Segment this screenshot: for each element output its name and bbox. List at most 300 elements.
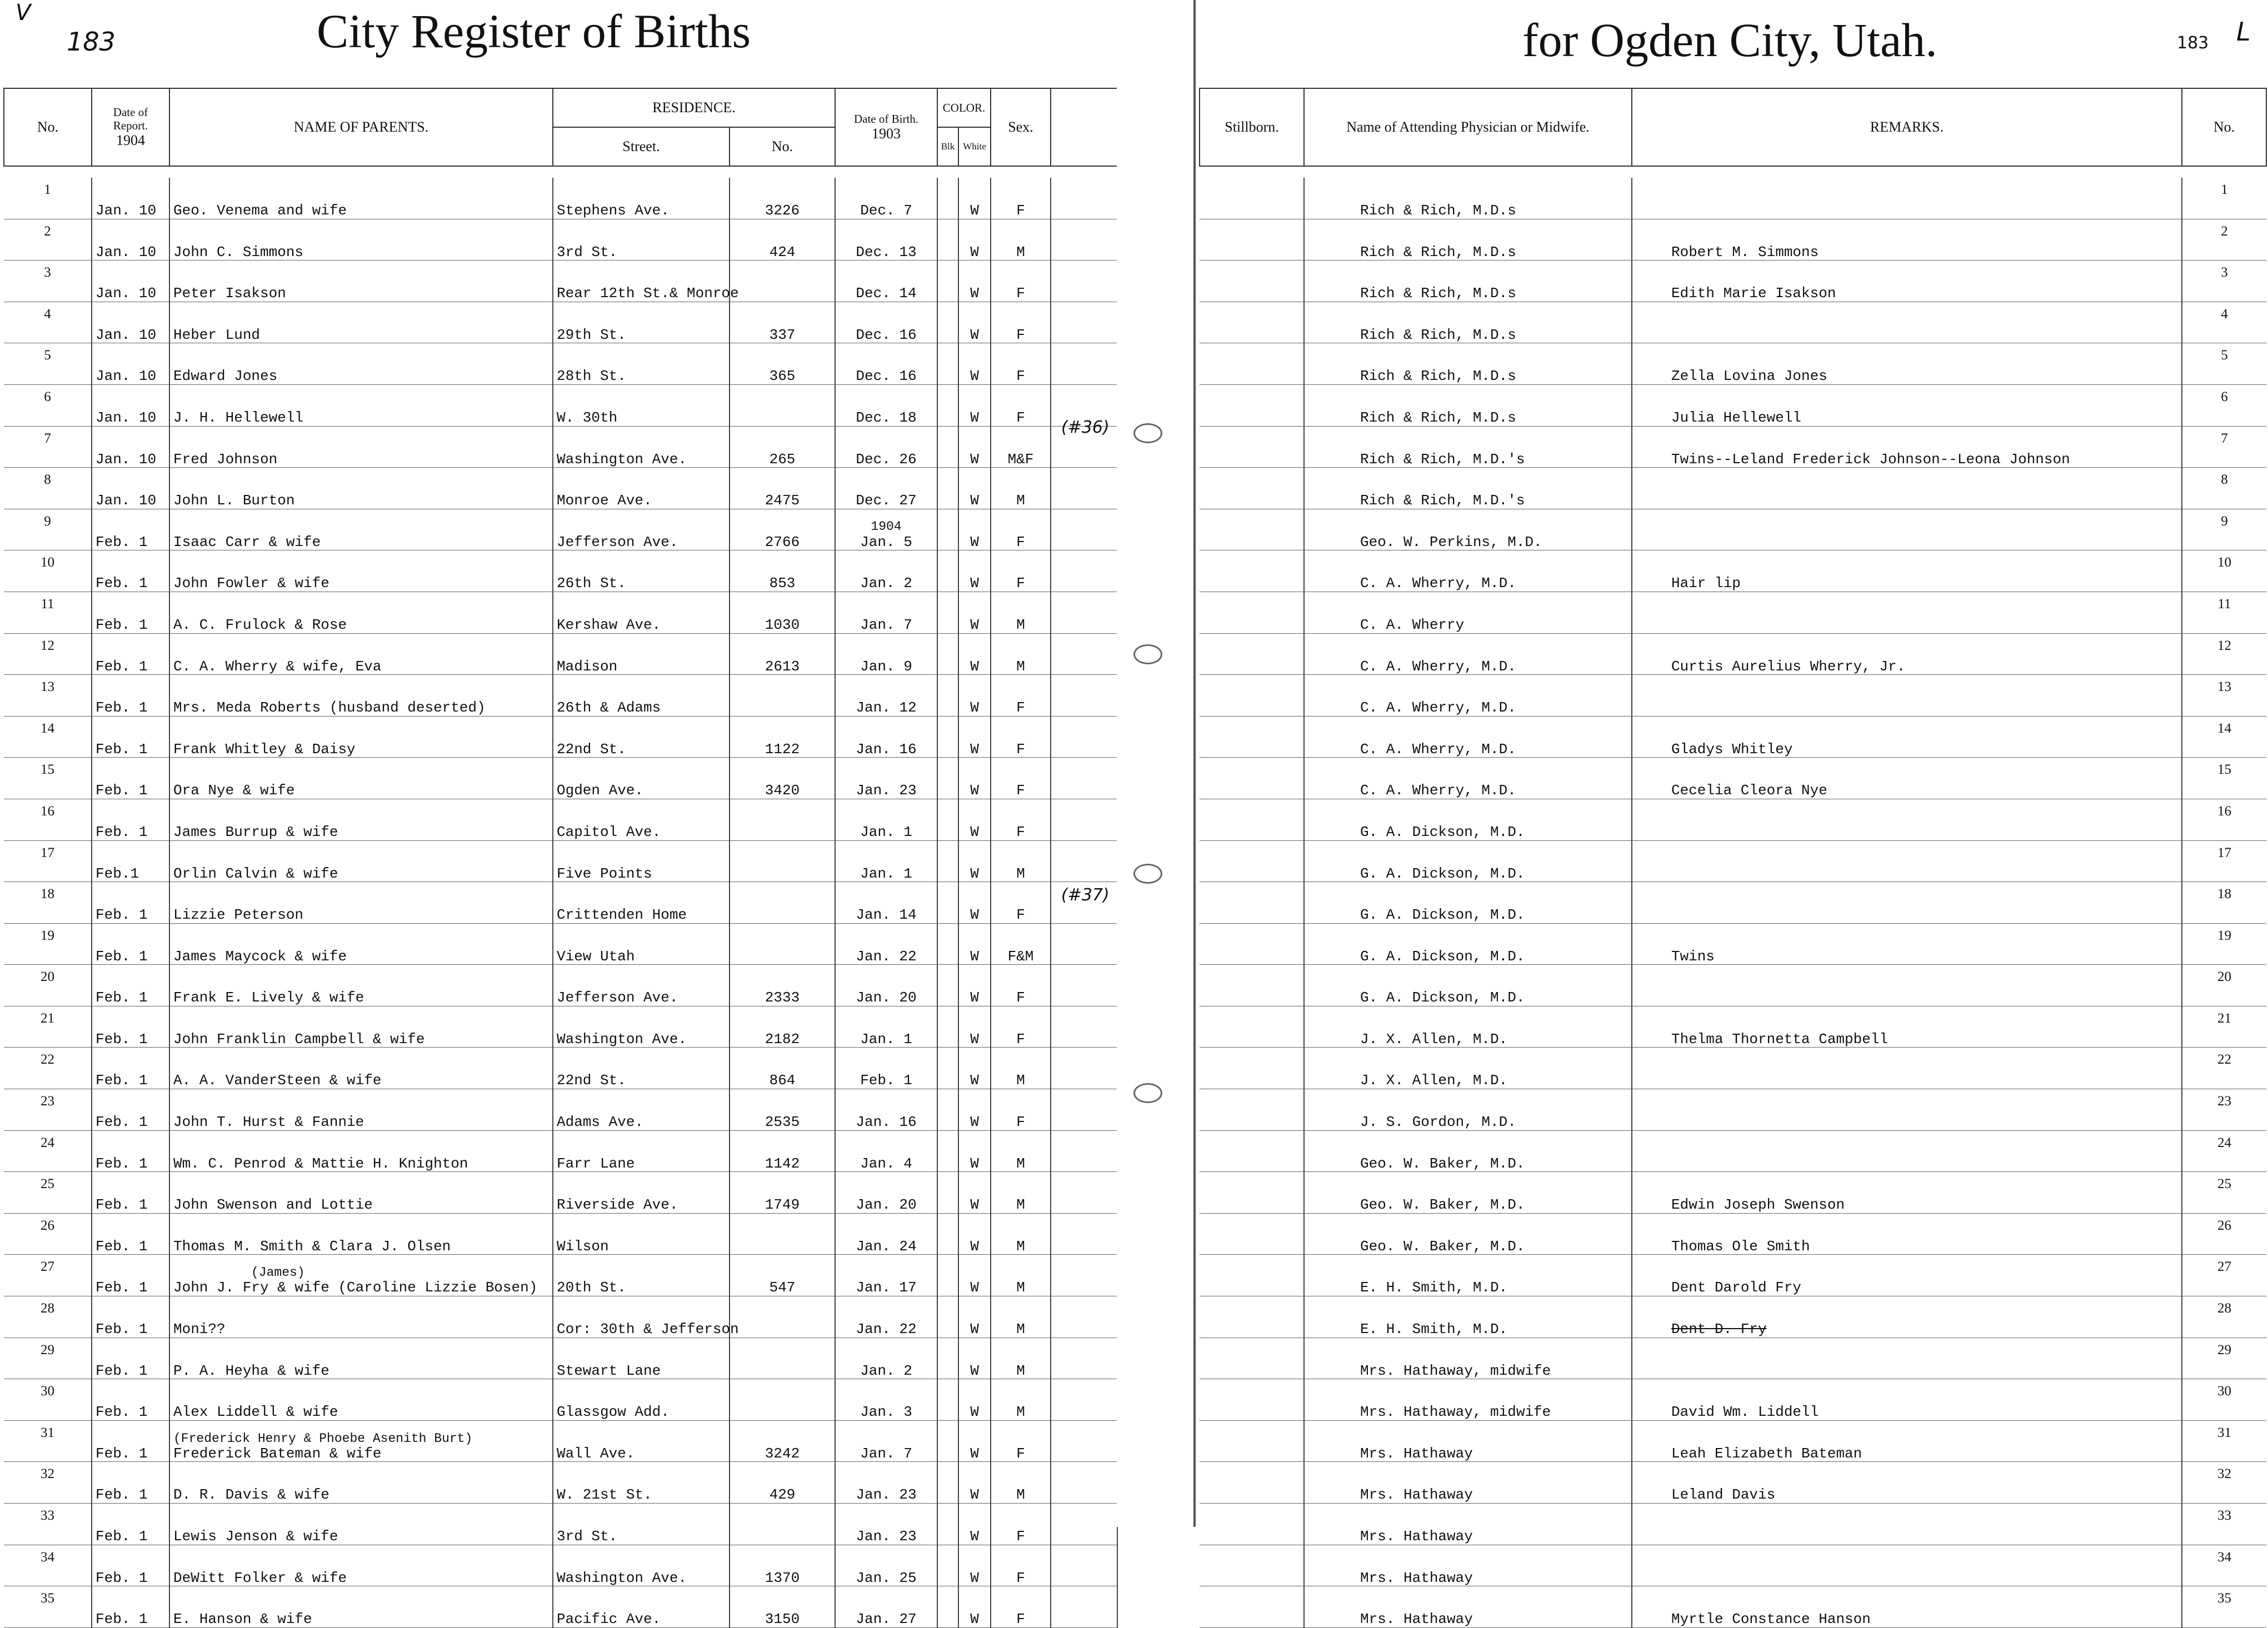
- residence-number: 337: [730, 302, 835, 343]
- parents-name: DeWitt Folker & wife: [169, 1545, 553, 1586]
- color-blk: [937, 1379, 958, 1421]
- stillborn-cell: [1200, 1255, 1304, 1296]
- remarks-text: David Wm. Liddell: [1632, 1379, 2182, 1421]
- table-row: [1200, 1255, 2266, 1296]
- report-date: Jan. 10: [92, 178, 169, 219]
- color-blk: [937, 840, 958, 882]
- physician-name: Rich & Rich, M.D.s: [1304, 178, 1632, 219]
- residence-number: [730, 1504, 835, 1545]
- residence-street: 22nd St.: [553, 1048, 730, 1089]
- residence-street: Five Points: [553, 840, 730, 882]
- row-number-right: 26: [2182, 1213, 2266, 1255]
- sex-value: F: [991, 1420, 1051, 1462]
- remarks-text: [1632, 965, 2182, 1006]
- physician-name: C. A. Wherry, M.D.: [1304, 633, 1632, 675]
- blank-cell: [1051, 633, 1117, 675]
- color-blk: [937, 550, 958, 592]
- report-date: Feb. 1: [92, 675, 169, 717]
- physician-name: Mrs. Hathaway, midwife: [1304, 1338, 1632, 1379]
- birth-date: Dec. 7: [835, 178, 937, 219]
- residence-number: 2613: [730, 633, 835, 675]
- color-blk: [937, 799, 958, 840]
- page-gutter: [1117, 0, 1197, 1527]
- color-white: W: [958, 468, 991, 509]
- birth-date: Dec. 14: [835, 261, 937, 302]
- remarks-text: [1632, 509, 2182, 550]
- residence-street: Washington Ave.: [553, 1006, 730, 1048]
- parents-name-text: Frederick Bateman & wife: [173, 1445, 382, 1462]
- table-row: [4, 799, 1117, 840]
- book-spine: [1193, 0, 1196, 1527]
- color-blk: [937, 675, 958, 717]
- report-date: Feb. 1: [92, 1130, 169, 1172]
- color-blk: [937, 1006, 958, 1048]
- row-number: 19: [4, 923, 92, 965]
- table-row: [4, 550, 1117, 592]
- report-date: Feb. 1: [92, 1213, 169, 1255]
- binder-ring-1: [1133, 423, 1162, 443]
- table-row: [1200, 468, 2266, 509]
- report-date: Feb. 1: [92, 965, 169, 1006]
- table-row: [1200, 592, 2266, 633]
- report-date: Feb. 1: [92, 1420, 169, 1462]
- table-row: [4, 716, 1117, 758]
- color-white: W: [958, 1089, 991, 1131]
- stillborn-cell: [1200, 882, 1304, 924]
- remarks-text: Julia Hellewell: [1632, 384, 2182, 426]
- table-row: [4, 343, 1117, 385]
- blank-cell: [1051, 799, 1117, 840]
- sex-value: F: [991, 1586, 1051, 1628]
- color-blk: [937, 633, 958, 675]
- row-number-right: 33: [2182, 1504, 2266, 1545]
- stillborn-cell: [1200, 219, 1304, 261]
- residence-number: [730, 1338, 835, 1379]
- remarks-text: [1632, 1130, 2182, 1172]
- color-white: W: [958, 343, 991, 385]
- color-white: W: [958, 965, 991, 1006]
- color-white: W: [958, 923, 991, 965]
- remarks-text: Twins: [1632, 923, 2182, 965]
- table-row: [4, 178, 1117, 219]
- remarks-text: Gladys Whitley: [1632, 716, 2182, 758]
- color-blk: [937, 923, 958, 965]
- table-row: [1200, 1130, 2266, 1172]
- row-number-right: 30: [2182, 1379, 2266, 1421]
- stillborn-cell: [1200, 509, 1304, 550]
- residence-number: 1122: [730, 716, 835, 758]
- color-white: W: [958, 675, 991, 717]
- stillborn-cell: [1200, 1006, 1304, 1048]
- color-white: W: [958, 1462, 991, 1504]
- parents-name: Fred Johnson: [169, 426, 553, 468]
- residence-number: [730, 1379, 835, 1421]
- blank-cell: [1051, 592, 1117, 633]
- stillborn-cell: [1200, 261, 1304, 302]
- col-color-header: COLOR.: [937, 88, 991, 127]
- report-date: Jan. 10: [92, 261, 169, 302]
- parents-name: D. R. Davis & wife: [169, 1462, 553, 1504]
- residence-number: [730, 923, 835, 965]
- table-row: [4, 1172, 1117, 1214]
- stillborn-cell: [1200, 384, 1304, 426]
- birth-date: Feb. 1: [835, 1048, 937, 1089]
- physician-name: Rich & Rich, M.D.s: [1304, 261, 1632, 302]
- col-white-header: White: [958, 127, 991, 166]
- row-number: 1: [4, 178, 92, 219]
- residence-number: [730, 675, 835, 717]
- binder-ring-3: [1133, 864, 1162, 884]
- color-blk: [937, 1462, 958, 1504]
- physician-name: C. A. Wherry, M.D.: [1304, 550, 1632, 592]
- page-number-right: 183: [2177, 33, 2209, 53]
- row-number-right: 21: [2182, 1006, 2266, 1048]
- color-blk: [937, 1255, 958, 1296]
- row-number: 33: [4, 1504, 92, 1545]
- blank-cell: [1051, 1379, 1117, 1421]
- row-number: 35: [4, 1586, 92, 1628]
- sex-value: F: [991, 384, 1051, 426]
- residence-number: 853: [730, 550, 835, 592]
- row-number: 7: [4, 426, 92, 468]
- color-blk: [937, 302, 958, 343]
- residence-number: 2766: [730, 509, 835, 550]
- blank-cell: [1051, 675, 1117, 717]
- birth-date: Dec. 27: [835, 468, 937, 509]
- row-number-right: 32: [2182, 1462, 2266, 1504]
- table-row: [1200, 633, 2266, 675]
- residence-number: 3226: [730, 178, 835, 219]
- color-white: W: [958, 550, 991, 592]
- table-row: [4, 426, 1117, 468]
- birth-date: Jan. 22: [835, 923, 937, 965]
- stillborn-cell: [1200, 426, 1304, 468]
- residence-street: W. 21st St.: [553, 1462, 730, 1504]
- residence-street: Wall Ave.: [553, 1420, 730, 1462]
- residence-number: [730, 882, 835, 924]
- table-row: [1200, 716, 2266, 758]
- row-number-right: 23: [2182, 1089, 2266, 1131]
- table-row: [1200, 799, 2266, 840]
- remarks-text: [1632, 468, 2182, 509]
- residence-street: Riverside Ave.: [553, 1172, 730, 1214]
- birth-date: Dec. 18: [835, 384, 937, 426]
- color-blk: [937, 1586, 958, 1628]
- stillborn-cell: [1200, 758, 1304, 799]
- table-row: [4, 592, 1117, 633]
- residence-street: Washington Ave.: [553, 1545, 730, 1586]
- table-row: [1200, 1420, 2266, 1462]
- blank-cell: [1051, 1296, 1117, 1338]
- header-spacer: [4, 166, 1117, 178]
- table-row: [4, 1338, 1117, 1379]
- birth-date: Jan. 3: [835, 1379, 937, 1421]
- parents-name: Isaac Carr & wife: [169, 509, 553, 550]
- color-blk: [937, 965, 958, 1006]
- report-date: Feb. 1: [92, 1296, 169, 1338]
- residence-number: 1142: [730, 1130, 835, 1172]
- physician-name: Rich & Rich, M.D.'s: [1304, 468, 1632, 509]
- table-row: [1200, 882, 2266, 924]
- sex-value: F: [991, 799, 1051, 840]
- remarks-text: Dent Darold Fry: [1632, 1255, 2182, 1296]
- birth-year-note: 1904: [871, 519, 902, 534]
- remarks-text: Thomas Ole Smith: [1632, 1213, 2182, 1255]
- parents-name: Frank Whitley & Daisy: [169, 716, 553, 758]
- residence-number: 2182: [730, 1006, 835, 1048]
- parents-name: James Maycock & wife: [169, 923, 553, 965]
- stillborn-cell: [1200, 1048, 1304, 1089]
- row-number-right: 27: [2182, 1255, 2266, 1296]
- color-blk: [937, 384, 958, 426]
- table-row: [4, 468, 1117, 509]
- stillborn-cell: [1200, 550, 1304, 592]
- table-row: [1200, 509, 2266, 550]
- row-number: 9: [4, 509, 92, 550]
- table-row: [4, 965, 1117, 1006]
- row-number-right: 8: [2182, 468, 2266, 509]
- blank-cell: [1051, 468, 1117, 509]
- color-blk: [937, 219, 958, 261]
- table-row: [1200, 1379, 2266, 1421]
- table-row: [1200, 384, 2266, 426]
- remarks-text: [1632, 840, 2182, 882]
- birth-date: Jan. 4: [835, 1130, 937, 1172]
- report-date: Feb. 1: [92, 1255, 169, 1296]
- row-number-right: 7: [2182, 426, 2266, 468]
- col-remarks-header: REMARKS.: [1632, 88, 2182, 166]
- sex-value: F: [991, 1006, 1051, 1048]
- physician-name: C. A. Wherry, M.D.: [1304, 716, 1632, 758]
- sex-value: F: [991, 965, 1051, 1006]
- residence-number: [730, 1296, 835, 1338]
- corner-mark-right: L: [2236, 17, 2251, 47]
- birth-date: Jan. 20: [835, 1172, 937, 1214]
- row-number: 18: [4, 882, 92, 924]
- color-white: W: [958, 1255, 991, 1296]
- residence-number: 1370: [730, 1545, 835, 1586]
- physician-name: G. A. Dickson, M.D.: [1304, 799, 1632, 840]
- report-date: Feb. 1: [92, 592, 169, 633]
- residence-street: 29th St.: [553, 302, 730, 343]
- physician-name: G. A. Dickson, M.D.: [1304, 923, 1632, 965]
- color-blk: [937, 178, 958, 219]
- col-blank-header: [1051, 88, 1117, 166]
- blank-cell: [1051, 1006, 1117, 1048]
- stillborn-cell: [1200, 302, 1304, 343]
- row-number: 26: [4, 1213, 92, 1255]
- table-row: [1200, 302, 2266, 343]
- report-year: 1904: [116, 132, 145, 149]
- sex-value: F: [991, 1504, 1051, 1545]
- parents-name: A. C. Frulock & Rose: [169, 592, 553, 633]
- stillborn-cell: [1200, 468, 1304, 509]
- sex-value: F: [991, 1089, 1051, 1131]
- report-date: Jan. 10: [92, 384, 169, 426]
- birth-date: Jan. 23: [835, 758, 937, 799]
- parents-name: John C. Simmons: [169, 219, 553, 261]
- col-sex-header: Sex.: [991, 88, 1051, 166]
- col-no-header: No.: [4, 88, 92, 166]
- stillborn-cell: [1200, 1089, 1304, 1131]
- color-blk: [937, 1130, 958, 1172]
- birth-date: Jan. 14: [835, 882, 937, 924]
- color-white: W: [958, 261, 991, 302]
- birth-date: Jan. 17: [835, 1255, 937, 1296]
- color-white: W: [958, 1338, 991, 1379]
- left-register-rows: [4, 178, 1117, 1627]
- stillborn-cell: [1200, 1172, 1304, 1214]
- table-row: [4, 1130, 1117, 1172]
- physician-name: J. X. Allen, M.D.: [1304, 1006, 1632, 1048]
- sex-value: M: [991, 468, 1051, 509]
- sex-value: M: [991, 1048, 1051, 1089]
- residence-street: Stephens Ave.: [553, 178, 730, 219]
- table-row: [1200, 550, 2266, 592]
- report-date: Feb. 1: [92, 1462, 169, 1504]
- color-white: W: [958, 592, 991, 633]
- remarks-text: [1632, 1048, 2182, 1089]
- color-blk: [937, 468, 958, 509]
- blank-cell: [1051, 1338, 1117, 1379]
- color-blk: [937, 1213, 958, 1255]
- remarks-text: Curtis Aurelius Wherry, Jr.: [1632, 633, 2182, 675]
- color-white: W: [958, 716, 991, 758]
- table-row: [4, 1089, 1117, 1131]
- col-date-of-birth-header: [835, 88, 937, 166]
- physician-name: G. A. Dickson, M.D.: [1304, 882, 1632, 924]
- report-date: Feb. 1: [92, 509, 169, 550]
- report-date: Feb. 1: [92, 1089, 169, 1131]
- color-blk: [937, 343, 958, 385]
- row-number-right: 25: [2182, 1172, 2266, 1214]
- report-date: Feb. 1: [92, 633, 169, 675]
- blank-cell: [1051, 1504, 1117, 1545]
- color-white: W: [958, 426, 991, 468]
- report-date: Jan. 10: [92, 302, 169, 343]
- blank-cell: [1051, 261, 1117, 302]
- birth-date: Jan. 24: [835, 1213, 937, 1255]
- color-white: W: [958, 1420, 991, 1462]
- annotation-twins-37: (#37): [1061, 885, 1110, 905]
- blank-cell: [1051, 840, 1117, 882]
- table-row: [1200, 1462, 2266, 1504]
- residence-street: 22nd St.: [553, 716, 730, 758]
- birth-date: Jan. 23: [835, 1504, 937, 1545]
- sex-value: F&M: [991, 923, 1051, 965]
- row-number-right: 11: [2182, 592, 2266, 633]
- birth-date: Dec. 26: [835, 426, 937, 468]
- stillborn-cell: [1200, 716, 1304, 758]
- table-row: [4, 1462, 1117, 1504]
- table-row: [4, 261, 1117, 302]
- birth-date: Jan. 2: [835, 550, 937, 592]
- parents-name: Ora Nye & wife: [169, 758, 553, 799]
- physician-name: G. A. Dickson, M.D.: [1304, 840, 1632, 882]
- remarks-text: Thelma Thornetta Campbell: [1632, 1006, 2182, 1048]
- sex-value: F: [991, 178, 1051, 219]
- table-row: [1200, 261, 2266, 302]
- residence-number: [730, 840, 835, 882]
- row-number-right: 13: [2182, 675, 2266, 717]
- residence-street: W. 30th: [553, 384, 730, 426]
- row-number: 3: [4, 261, 92, 302]
- color-white: W: [958, 219, 991, 261]
- residence-street: Adams Ave.: [553, 1089, 730, 1131]
- remarks-text: [1632, 1089, 2182, 1131]
- row-number: 5: [4, 343, 92, 385]
- stillborn-cell: [1200, 1296, 1304, 1338]
- residence-number: 2333: [730, 965, 835, 1006]
- color-white: W: [958, 1586, 991, 1628]
- table-row: [1200, 1296, 2266, 1338]
- physician-name: J. X. Allen, M.D.: [1304, 1048, 1632, 1089]
- row-number: 27: [4, 1255, 92, 1296]
- physician-name: Mrs. Hathaway: [1304, 1420, 1632, 1462]
- report-date: Feb. 1: [92, 1172, 169, 1214]
- stillborn-cell: [1200, 1504, 1304, 1545]
- table-row: [4, 675, 1117, 717]
- annotation-twins-36: (#36): [1061, 418, 1110, 437]
- stillborn-cell: [1200, 1338, 1304, 1379]
- row-number-right: 14: [2182, 716, 2266, 758]
- header-spacer-right: [1200, 166, 2266, 178]
- birth-date: Dec. 16: [835, 302, 937, 343]
- row-number: 22: [4, 1048, 92, 1089]
- color-white: W: [958, 178, 991, 219]
- parents-name: Moni??: [169, 1296, 553, 1338]
- physician-name: E. H. Smith, M.D.: [1304, 1255, 1632, 1296]
- residence-number: [730, 261, 835, 302]
- parents-name: Lizzie Peterson: [169, 882, 553, 924]
- residence-number: 429: [730, 1462, 835, 1504]
- table-row: [4, 840, 1117, 882]
- birth-date: Jan. 12: [835, 675, 937, 717]
- report-date: Feb. 1: [92, 550, 169, 592]
- remarks-text: Leah Elizabeth Bateman: [1632, 1420, 2182, 1462]
- row-number-right: 22: [2182, 1048, 2266, 1089]
- birth-year: 1903: [872, 126, 901, 142]
- residence-street: Farr Lane: [553, 1130, 730, 1172]
- row-number-right: 29: [2182, 1338, 2266, 1379]
- table-row: [1200, 343, 2266, 385]
- row-number: 4: [4, 302, 92, 343]
- residence-street: 3rd St.: [553, 1504, 730, 1545]
- col-physician-header: Name of Attending Physician or Midwife.: [1304, 88, 1632, 166]
- row-number: 34: [4, 1545, 92, 1586]
- row-number-right: 28: [2182, 1296, 2266, 1338]
- residence-street: Cor: 30th & Jefferson: [553, 1296, 730, 1338]
- physician-name: Mrs. Hathaway: [1304, 1462, 1632, 1504]
- color-blk: [937, 1089, 958, 1131]
- birth-date: Jan. 16: [835, 716, 937, 758]
- table-row: [1200, 1006, 2266, 1048]
- parents-name: James Burrup & wife: [169, 799, 553, 840]
- remarks-text: [1632, 882, 2182, 924]
- binder-ring-4: [1133, 1083, 1162, 1103]
- residence-number: 3242: [730, 1420, 835, 1462]
- parents-name: Wm. C. Penrod & Mattie H. Knighton: [169, 1130, 553, 1172]
- residence-number: 1030: [730, 592, 835, 633]
- residence-street: 26th & Adams: [553, 675, 730, 717]
- sex-value: F: [991, 675, 1051, 717]
- parents-name: E. Hanson & wife: [169, 1586, 553, 1628]
- row-number: 13: [4, 675, 92, 717]
- sex-value: M: [991, 1255, 1051, 1296]
- table-row: [4, 1255, 1117, 1296]
- report-date: Feb. 1: [92, 923, 169, 965]
- birth-date: Dec. 16: [835, 343, 937, 385]
